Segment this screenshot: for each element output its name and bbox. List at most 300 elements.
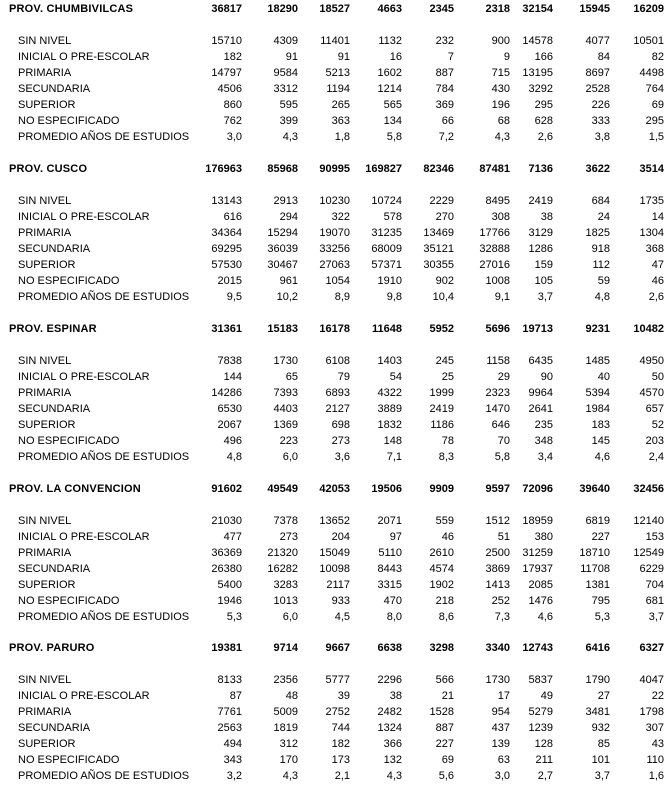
table-cell: 3,8 bbox=[594, 131, 610, 143]
table-cell: 3292 bbox=[528, 83, 553, 95]
row-label: PRIMARIA bbox=[18, 227, 72, 239]
table-cell: 1910 bbox=[377, 275, 402, 287]
row-label: PRIMARIA bbox=[18, 547, 72, 559]
table-cell: 13652 bbox=[319, 515, 350, 527]
table-cell: 10098 bbox=[319, 563, 350, 575]
table-cell: 43 bbox=[651, 738, 664, 750]
table-cell: 15710 bbox=[211, 35, 242, 47]
table-cell: 348 bbox=[534, 435, 553, 447]
table-cell: 698 bbox=[331, 419, 350, 431]
table-cell: 369 bbox=[435, 99, 454, 111]
table-row bbox=[0, 451, 667, 467]
table-cell: 559 bbox=[435, 515, 454, 527]
table-cell: 170 bbox=[279, 754, 298, 766]
table-cell: 183 bbox=[591, 419, 610, 431]
table-cell: 82 bbox=[651, 51, 664, 63]
province-total-cell: 2345 bbox=[429, 3, 454, 15]
table-cell: 144 bbox=[223, 371, 242, 383]
table-cell: 1008 bbox=[485, 275, 510, 287]
province-total-cell: 49549 bbox=[267, 483, 298, 495]
province-total-cell: 85968 bbox=[267, 163, 298, 175]
table-cell: 10724 bbox=[371, 195, 402, 207]
table-cell: 15294 bbox=[267, 227, 298, 239]
table-cell: 182 bbox=[331, 738, 350, 750]
table-row bbox=[0, 563, 667, 579]
province-total-cell: 9667 bbox=[325, 642, 350, 654]
table-cell: 1239 bbox=[528, 722, 553, 734]
row-label: SECUNDARIA bbox=[18, 243, 91, 255]
table-cell: 4,6 bbox=[537, 611, 553, 623]
table-cell: 1730 bbox=[485, 674, 510, 686]
table-cell: 380 bbox=[534, 531, 553, 543]
table-cell: 84 bbox=[597, 51, 610, 63]
table-cell: 2229 bbox=[429, 195, 454, 207]
table-cell: 69 bbox=[441, 754, 454, 766]
table-cell: 322 bbox=[331, 211, 350, 223]
table-cell: 496 bbox=[223, 435, 242, 447]
table-cell: 8697 bbox=[585, 67, 610, 79]
table-cell: 1946 bbox=[217, 595, 242, 607]
row-label: INICIAL O PRE-ESCOLAR bbox=[18, 371, 150, 383]
table-cell: 2528 bbox=[585, 83, 610, 95]
table-cell: 91 bbox=[337, 51, 350, 63]
table-cell: 5,8 bbox=[494, 451, 510, 463]
table-cell: 227 bbox=[435, 738, 454, 750]
table-row bbox=[0, 754, 667, 770]
table-cell: 11401 bbox=[320, 35, 350, 47]
table-cell: 4403 bbox=[273, 403, 298, 415]
table-cell: 5837 bbox=[528, 674, 553, 686]
table-cell: 715 bbox=[491, 67, 510, 79]
table-cell: 97 bbox=[389, 531, 402, 543]
table-cell: 273 bbox=[331, 435, 350, 447]
table-cell: 860 bbox=[223, 99, 242, 111]
table-cell: 59 bbox=[597, 275, 610, 287]
table-cell: 2,4 bbox=[648, 451, 664, 463]
table-cell: 5394 bbox=[585, 387, 610, 399]
table-row bbox=[0, 547, 667, 563]
table-cell: 9,5 bbox=[226, 291, 242, 303]
table-cell: 10,4 bbox=[432, 291, 454, 303]
table-cell: 1832 bbox=[377, 419, 402, 431]
table-cell: 226 bbox=[591, 99, 610, 111]
table-cell: 3869 bbox=[485, 563, 510, 575]
table-cell: 35121 bbox=[423, 243, 454, 255]
table-cell: 14 bbox=[651, 211, 664, 223]
province-total-cell: 6416 bbox=[585, 642, 610, 654]
table-row bbox=[0, 131, 667, 147]
table-cell: 4,5 bbox=[334, 611, 350, 623]
table-cell: 3312 bbox=[273, 83, 298, 95]
row-label: NO ESPECIFICADO bbox=[18, 115, 120, 127]
table-cell: 646 bbox=[491, 419, 510, 431]
province-total-cell: 176963 bbox=[205, 163, 242, 175]
row-label: SIN NIVEL bbox=[18, 195, 72, 207]
table-cell: 2752 bbox=[325, 706, 350, 718]
row-label: SECUNDARIA bbox=[18, 403, 91, 415]
table-cell: 21030 bbox=[211, 515, 242, 527]
table-cell: 1403 bbox=[377, 355, 402, 367]
table-cell: 13195 bbox=[522, 67, 553, 79]
province-header-row bbox=[0, 642, 667, 658]
province-title: PROV. CUSCO bbox=[9, 163, 88, 175]
table-row bbox=[0, 35, 667, 51]
table-cell: 578 bbox=[383, 211, 402, 223]
table-cell: 69295 bbox=[211, 243, 242, 255]
table-cell: 145 bbox=[591, 435, 610, 447]
table-cell: 764 bbox=[645, 83, 664, 95]
table-cell: 227 bbox=[591, 531, 610, 543]
table-cell: 494 bbox=[223, 738, 242, 750]
table-cell: 1286 bbox=[528, 243, 553, 255]
table-cell: 3129 bbox=[528, 227, 553, 239]
table-cell: 399 bbox=[279, 115, 298, 127]
province-header-row bbox=[0, 3, 667, 19]
province-total-cell: 15183 bbox=[267, 323, 298, 335]
table-cell: 38 bbox=[389, 690, 402, 702]
table-cell: 1054 bbox=[325, 275, 350, 287]
table-cell: 1304 bbox=[639, 227, 664, 239]
province-total-cell: 32456 bbox=[633, 483, 664, 495]
table-cell: 1485 bbox=[585, 355, 610, 367]
table-cell: 6108 bbox=[325, 355, 350, 367]
table-cell: 2,1 bbox=[334, 770, 350, 782]
table-cell: 918 bbox=[591, 243, 610, 255]
row-label: NO ESPECIFICADO bbox=[18, 435, 120, 447]
table-cell: 4570 bbox=[639, 387, 664, 399]
table-cell: 87 bbox=[229, 690, 242, 702]
table-cell: 8495 bbox=[485, 195, 510, 207]
province-total-cell: 12743 bbox=[522, 642, 553, 654]
table-cell: 32888 bbox=[479, 243, 510, 255]
table-cell: 21 bbox=[441, 690, 454, 702]
table-cell: 7378 bbox=[273, 515, 298, 527]
table-cell: 1819 bbox=[273, 722, 298, 734]
table-row bbox=[0, 579, 667, 595]
table-cell: 1999 bbox=[429, 387, 454, 399]
table-cell: 3481 bbox=[585, 706, 610, 718]
row-label: SUPERIOR bbox=[18, 419, 76, 431]
province-total-cell: 169827 bbox=[365, 163, 402, 175]
table-cell: 51 bbox=[497, 531, 510, 543]
table-cell: 14797 bbox=[211, 67, 242, 79]
table-row bbox=[0, 403, 667, 419]
table-cell: 5400 bbox=[217, 579, 242, 591]
table-row bbox=[0, 738, 667, 754]
table-row bbox=[0, 211, 667, 227]
row-label: SECUNDARIA bbox=[18, 563, 91, 575]
table-cell: 7 bbox=[447, 51, 454, 63]
table-cell: 46 bbox=[441, 531, 454, 543]
table-cell: 1369 bbox=[273, 419, 298, 431]
table-cell: 27 bbox=[597, 690, 610, 702]
table-cell: 49 bbox=[540, 690, 553, 702]
table-row bbox=[0, 611, 667, 627]
table-cell: 2015 bbox=[217, 275, 242, 287]
table-row bbox=[0, 227, 667, 243]
table-cell: 91 bbox=[285, 51, 298, 63]
table-cell: 2,6 bbox=[537, 131, 553, 143]
table-cell: 16 bbox=[389, 51, 402, 63]
table-cell: 25 bbox=[441, 371, 454, 383]
table-row bbox=[0, 259, 667, 275]
table-cell: 38 bbox=[540, 211, 553, 223]
table-cell: 12549 bbox=[633, 547, 664, 559]
province-total-cell: 5696 bbox=[485, 323, 510, 335]
table-cell: 17937 bbox=[522, 563, 553, 575]
table-cell: 1476 bbox=[528, 595, 553, 607]
table-cell: 5213 bbox=[325, 67, 350, 79]
province-total-cell: 39640 bbox=[579, 483, 610, 495]
row-label: SUPERIOR bbox=[18, 99, 76, 111]
province-header-row bbox=[0, 163, 667, 179]
table-cell: 333 bbox=[591, 115, 610, 127]
table-cell: 31259 bbox=[522, 547, 553, 559]
table-cell: 1,8 bbox=[334, 131, 350, 143]
table-cell: 4,8 bbox=[226, 451, 242, 463]
row-label: NO ESPECIFICADO bbox=[18, 275, 120, 287]
table-cell: 10,2 bbox=[276, 291, 298, 303]
table-cell: 270 bbox=[435, 211, 454, 223]
table-cell: 18710 bbox=[579, 547, 610, 559]
table-cell: 21320 bbox=[267, 547, 298, 559]
table-cell: 4309 bbox=[273, 35, 298, 47]
table-cell: 2563 bbox=[217, 722, 242, 734]
table-cell: 368 bbox=[645, 243, 664, 255]
table-cell: 27016 bbox=[479, 259, 510, 271]
table-cell: 211 bbox=[535, 754, 553, 766]
row-label: INICIAL O PRE-ESCOLAR bbox=[18, 211, 150, 223]
table-cell: 4,6 bbox=[594, 451, 610, 463]
province-title: PROV. PARURO bbox=[9, 642, 95, 654]
province-total-cell: 72096 bbox=[522, 483, 553, 495]
table-cell: 2356 bbox=[273, 674, 298, 686]
province-total-cell: 6327 bbox=[639, 642, 664, 654]
table-cell: 2117 bbox=[326, 579, 350, 591]
table-row bbox=[0, 275, 667, 291]
province-total-cell: 11648 bbox=[372, 323, 402, 335]
table-cell: 17 bbox=[497, 690, 510, 702]
table-row bbox=[0, 419, 667, 435]
table-cell: 48 bbox=[285, 690, 298, 702]
table-cell: 34364 bbox=[211, 227, 242, 239]
table-cell: 8,6 bbox=[438, 611, 454, 623]
table-row bbox=[0, 51, 667, 67]
table-row bbox=[0, 435, 667, 451]
table-cell: 18959 bbox=[522, 515, 553, 527]
province-total-cell: 5952 bbox=[429, 323, 454, 335]
table-cell: 5,3 bbox=[594, 611, 610, 623]
table-cell: 173 bbox=[331, 754, 350, 766]
province-total-cell: 82346 bbox=[423, 163, 454, 175]
table-cell: 932 bbox=[591, 722, 610, 734]
table-cell: 79 bbox=[337, 371, 350, 383]
table-cell: 1413 bbox=[485, 579, 510, 591]
province-total-cell: 87481 bbox=[479, 163, 510, 175]
row-label: SUPERIOR bbox=[18, 579, 76, 591]
table-cell: 900 bbox=[491, 35, 510, 47]
table-row bbox=[0, 243, 667, 259]
row-label: NO ESPECIFICADO bbox=[18, 754, 120, 766]
table-cell: 3,4 bbox=[537, 451, 553, 463]
table-cell: 19070 bbox=[319, 227, 350, 239]
table-cell: 2,6 bbox=[648, 291, 664, 303]
table-cell: 63 bbox=[497, 754, 510, 766]
table-cell: 10501 bbox=[633, 35, 664, 47]
table-row bbox=[0, 515, 667, 531]
table-cell: 565 bbox=[383, 99, 402, 111]
table-cell: 139 bbox=[491, 738, 510, 750]
table-cell: 1158 bbox=[486, 355, 510, 367]
table-cell: 232 bbox=[435, 35, 454, 47]
table-row bbox=[0, 531, 667, 547]
table-cell: 273 bbox=[279, 531, 298, 543]
table-cell: 1470 bbox=[485, 403, 510, 415]
table-cell: 1,5 bbox=[648, 131, 664, 143]
table-cell: 5,8 bbox=[386, 131, 402, 143]
table-cell: 437 bbox=[491, 722, 510, 734]
table-cell: 204 bbox=[331, 531, 350, 543]
table-cell: 3283 bbox=[273, 579, 298, 591]
table-cell: 66 bbox=[441, 115, 454, 127]
table-cell: 39 bbox=[337, 690, 350, 702]
table-cell: 470 bbox=[383, 595, 402, 607]
table-cell: 12140 bbox=[633, 515, 664, 527]
table-cell: 7,3 bbox=[494, 611, 510, 623]
table-cell: 1214 bbox=[377, 83, 402, 95]
table-cell: 294 bbox=[279, 211, 298, 223]
table-cell: 2641 bbox=[528, 403, 553, 415]
table-cell: 68 bbox=[497, 115, 510, 127]
table-cell: 9,1 bbox=[494, 291, 510, 303]
table-cell: 5,6 bbox=[438, 770, 454, 782]
province-total-cell: 18290 bbox=[267, 3, 298, 15]
table-cell: 110 bbox=[646, 754, 664, 766]
table-cell: 681 bbox=[645, 595, 664, 607]
table-cell: 2,7 bbox=[537, 770, 553, 782]
table-row bbox=[0, 387, 667, 403]
table-cell: 628 bbox=[534, 115, 553, 127]
table-row bbox=[0, 595, 667, 611]
table-cell: 26380 bbox=[211, 563, 242, 575]
table-cell: 4,8 bbox=[594, 291, 610, 303]
table-cell: 46 bbox=[651, 275, 664, 287]
province-total-cell: 9714 bbox=[273, 642, 298, 654]
table-cell: 235 bbox=[534, 419, 553, 431]
table-cell: 3315 bbox=[377, 579, 402, 591]
province-total-cell: 4663 bbox=[377, 3, 402, 15]
table-cell: 4077 bbox=[585, 35, 610, 47]
table-cell: 2482 bbox=[377, 706, 402, 718]
table-cell: 902 bbox=[435, 275, 454, 287]
province-header-row bbox=[0, 323, 667, 339]
row-label: NO ESPECIFICADO bbox=[18, 595, 120, 607]
table-cell: 5,3 bbox=[226, 611, 242, 623]
table-cell: 245 bbox=[435, 355, 454, 367]
row-label: SECUNDARIA bbox=[18, 83, 91, 95]
table-cell: 9964 bbox=[528, 387, 553, 399]
table-cell: 3,7 bbox=[537, 291, 553, 303]
table-cell: 2610 bbox=[429, 547, 454, 559]
table-cell: 4,3 bbox=[282, 131, 298, 143]
table-cell: 2071 bbox=[377, 515, 402, 527]
table-cell: 153 bbox=[645, 531, 664, 543]
table-cell: 1790 bbox=[585, 674, 610, 686]
table-cell: 105 bbox=[534, 275, 553, 287]
table-cell: 3,6 bbox=[334, 451, 350, 463]
table-cell: 27063 bbox=[319, 259, 350, 271]
table-cell: 4047 bbox=[639, 674, 664, 686]
table-cell: 961 bbox=[279, 275, 298, 287]
table-cell: 7838 bbox=[217, 355, 242, 367]
province-total-cell: 2318 bbox=[485, 3, 510, 15]
province-total-cell: 19506 bbox=[371, 483, 402, 495]
table-row bbox=[0, 195, 667, 211]
table-cell: 57530 bbox=[211, 259, 242, 271]
table-cell: 954 bbox=[491, 706, 510, 718]
table-cell: 85 bbox=[597, 738, 610, 750]
table-cell: 4574 bbox=[429, 563, 454, 575]
table-cell: 252 bbox=[491, 595, 510, 607]
province-total-cell: 3298 bbox=[429, 642, 454, 654]
table-cell: 477 bbox=[223, 531, 242, 543]
row-label: SUPERIOR bbox=[18, 738, 76, 750]
table-cell: 40 bbox=[597, 371, 610, 383]
table-cell: 7,2 bbox=[438, 131, 454, 143]
table-cell: 1602 bbox=[377, 67, 402, 79]
table-cell: 307 bbox=[645, 722, 664, 734]
table-row bbox=[0, 291, 667, 307]
table-cell: 1984 bbox=[585, 403, 610, 415]
row-label: SIN NIVEL bbox=[18, 515, 72, 527]
table-cell: 52 bbox=[651, 419, 664, 431]
table-cell: 1324 bbox=[377, 722, 402, 734]
table-cell: 57371 bbox=[371, 259, 402, 271]
table-cell: 4,3 bbox=[282, 770, 298, 782]
province-title: PROV. ESPINAR bbox=[9, 323, 97, 335]
table-cell: 4,3 bbox=[386, 770, 402, 782]
table-row bbox=[0, 690, 667, 706]
table-cell: 22 bbox=[651, 690, 664, 702]
row-label: SIN NIVEL bbox=[18, 674, 72, 686]
province-total-cell: 32154 bbox=[522, 3, 553, 15]
table-cell: 13143 bbox=[211, 195, 242, 207]
table-cell: 8,9 bbox=[334, 291, 350, 303]
table-row bbox=[0, 115, 667, 131]
row-label: SIN NIVEL bbox=[18, 35, 72, 47]
table-cell: 2127 bbox=[325, 403, 350, 415]
row-label: PRIMARIA bbox=[18, 706, 72, 718]
table-cell: 29 bbox=[497, 371, 510, 383]
table-cell: 24 bbox=[597, 211, 610, 223]
province-total-cell: 9909 bbox=[429, 483, 454, 495]
table-cell: 182 bbox=[223, 51, 242, 63]
row-label: PROMEDIO AÑOS DE ESTUDIOS bbox=[18, 451, 190, 463]
province-total-cell: 19381 bbox=[211, 642, 242, 654]
table-cell: 5009 bbox=[273, 706, 298, 718]
row-label: SECUNDARIA bbox=[18, 722, 91, 734]
table-cell: 159 bbox=[534, 259, 553, 271]
table-cell: 3,7 bbox=[648, 611, 664, 623]
table-cell: 10230 bbox=[319, 195, 350, 207]
table-cell: 795 bbox=[591, 595, 610, 607]
table-cell: 744 bbox=[331, 722, 350, 734]
table-row bbox=[0, 674, 667, 690]
table-cell: 295 bbox=[645, 115, 664, 127]
table-cell: 112 bbox=[592, 259, 610, 271]
table-cell: 1,6 bbox=[648, 770, 664, 782]
table-cell: 65 bbox=[285, 371, 298, 383]
